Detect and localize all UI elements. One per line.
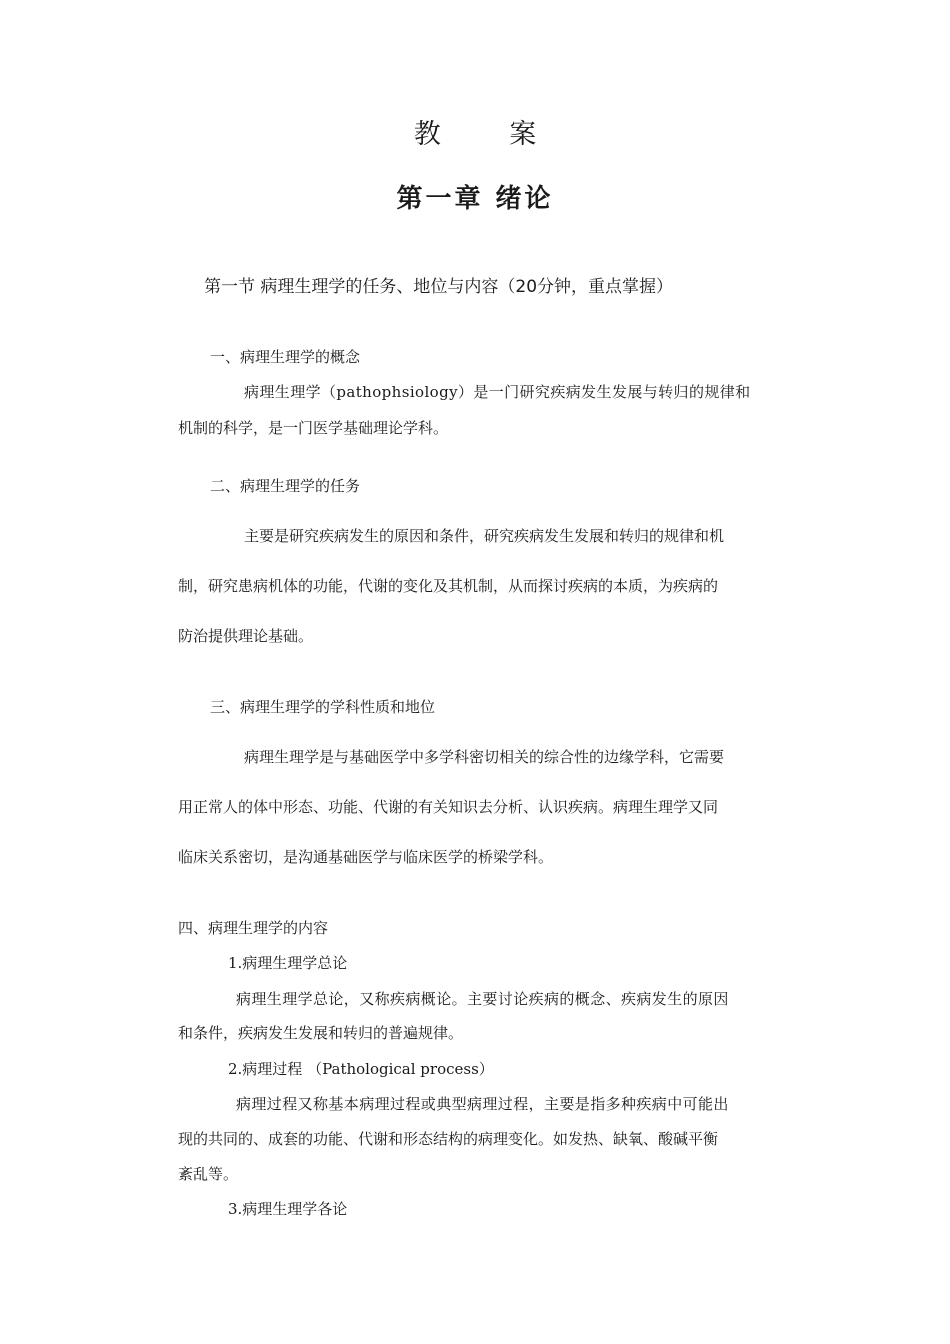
- doc-title: 教 案: [413, 119, 567, 150]
- part4-sub2-heading: 2.病理过程 （Pathological process）: [228, 1060, 494, 1078]
- part3-line: 用正常人的体中形态、功能、代谢的有关知识去分析、认识疾病。病理生理学又同: [178, 798, 719, 816]
- part4-sub3-heading: 3.病理生理学各论: [228, 1200, 348, 1218]
- part2-line: 主要是研究疾病发生的原因和条件，研究疾病发生发展和转归的规律和机: [244, 527, 725, 545]
- part4-heading: 四、病理生理学的内容: [178, 919, 329, 937]
- part2-line: 制，研究患病机体的功能，代谢的变化及其机制，从而探讨疾病的本质，为疾病的: [178, 577, 719, 595]
- chapter-title: 第一章 绪论: [396, 184, 554, 214]
- part3-line: 临床关系密切，是沟通基础医学与临床医学的桥梁学科。: [178, 848, 554, 866]
- part2-line: 防治提供理论基础。: [178, 627, 314, 645]
- part3-heading: 三、病理生理学的学科性质和地位: [210, 698, 436, 716]
- part3-line: 病理生理学是与基础医学中多学科密切相关的综合性的边缘学科，它需要: [244, 748, 725, 766]
- part1-heading: 一、病理生理学的概念: [210, 348, 361, 366]
- part1-line: 病理生理学（pathophsiology）是一门研究疾病发生发展与转归的规律和: [244, 383, 751, 401]
- part4-sub1-line: 和条件，疾病发生发展和转归的普遍规律。: [178, 1024, 464, 1042]
- part4-sub2-line: 现的共同的、成套的功能、代谢和形态结构的病理变化。如发热、缺氧、酸碱平衡: [178, 1130, 719, 1148]
- part2-heading: 二、病理生理学的任务: [210, 477, 361, 495]
- part4-sub2-line: 紊乱等。: [178, 1165, 239, 1183]
- part4-sub1-heading: 1.病理生理学总论: [228, 954, 348, 972]
- part4-sub1-line: 病理生理学总论，又称疾病概论。主要讨论疾病的概念、疾病发生的原因: [236, 990, 729, 1008]
- part4-sub2-line: 病理过程又称基本病理过程或典型病理过程，主要是指多种疾病中可能出: [236, 1095, 729, 1113]
- part1-line: 机制的科学，是一门医学基础理论学科。: [178, 419, 449, 437]
- section-title: 第一节 病理生理学的任务、地位与内容（20分钟，重点掌握）: [204, 277, 674, 297]
